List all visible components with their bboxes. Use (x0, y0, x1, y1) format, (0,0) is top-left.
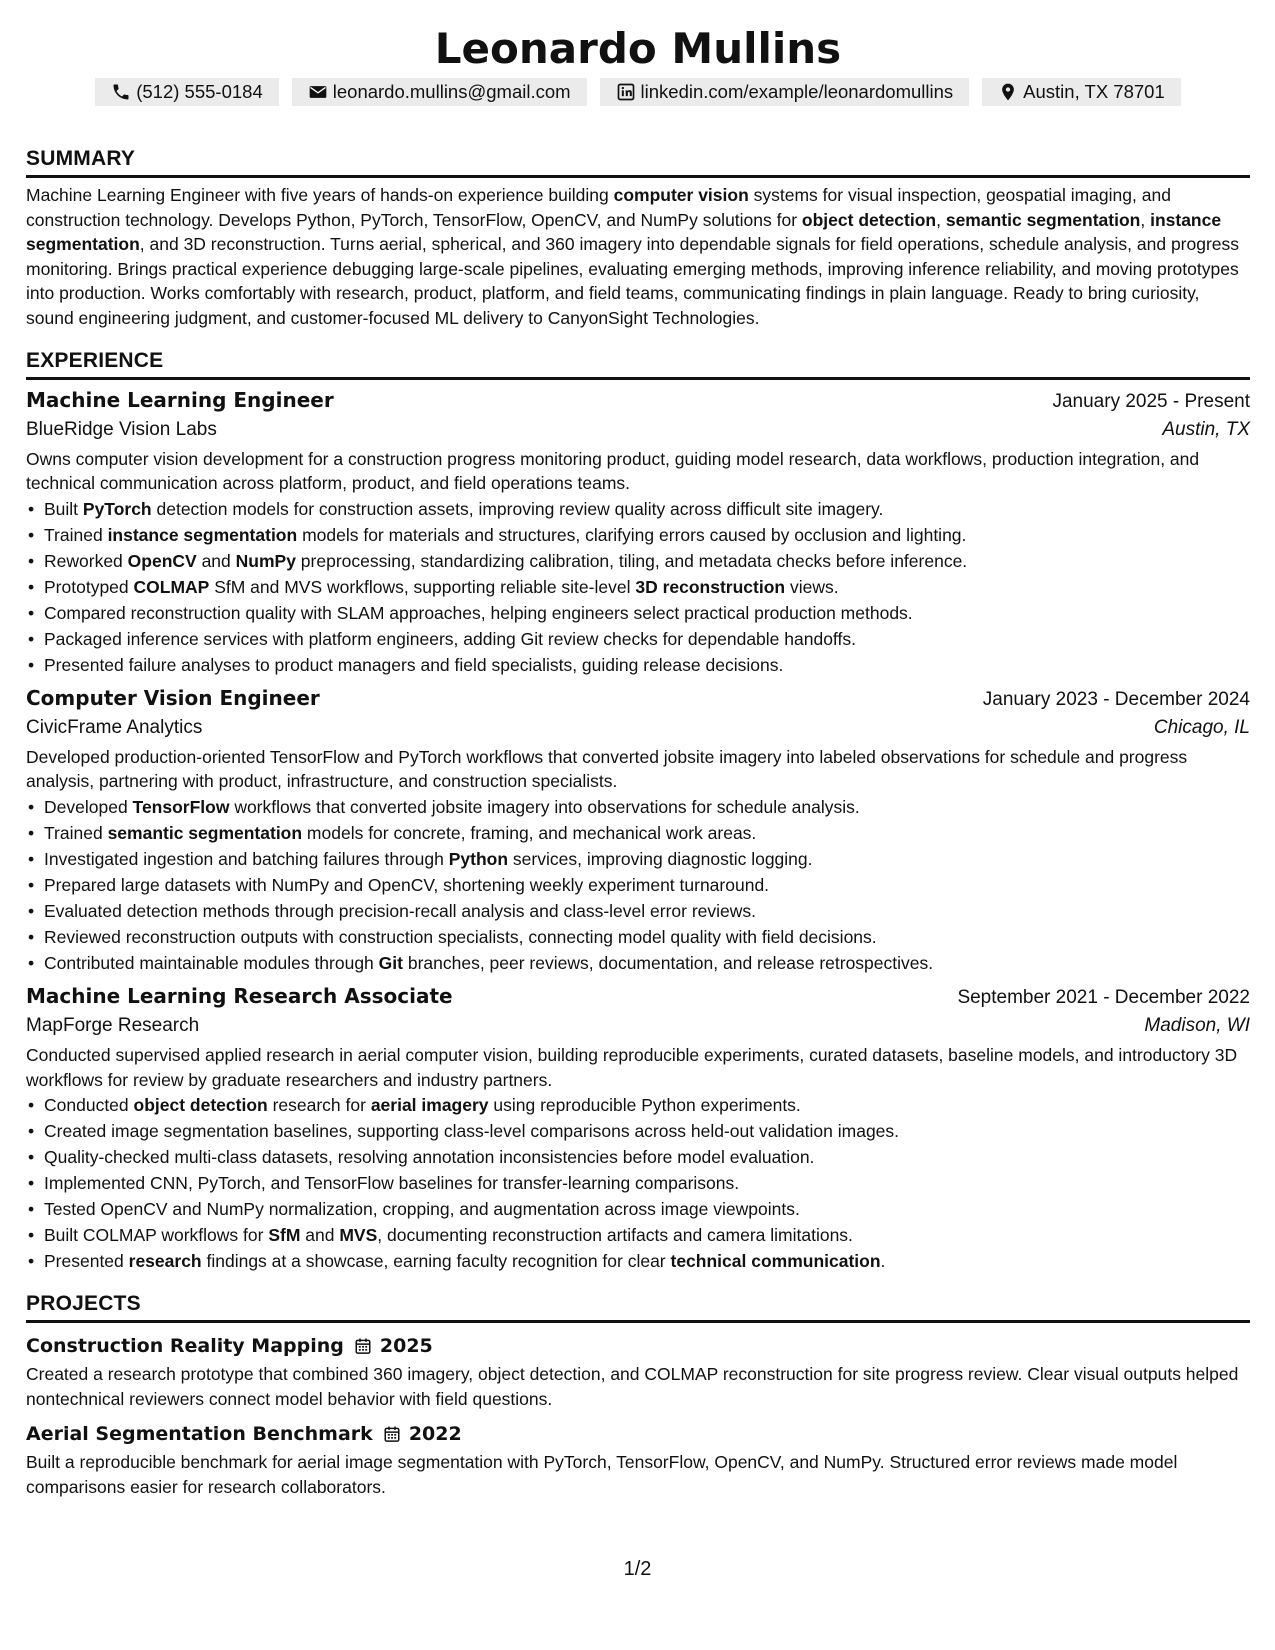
calendar-icon (383, 1425, 401, 1443)
map-pin-icon (998, 82, 1018, 102)
job-description: Conducted supervised applied research in aerial computer vision, building reproducible experiments, curated datasets, baseline models, and introductory 3D workflows for review by graduate researchers and industry partners. (26, 1044, 1238, 1090)
job-description: Developed production-oriented TensorFlow and PyTorch workflows that converted jobsite imagery into labeled observations for schedule and progress analysis, partnering with product, infrastructure, and construction specialists. (26, 746, 1188, 792)
job-dates: January 2023 - December 2024 (982, 688, 1250, 710)
project-entry (26, 1332, 1250, 1411)
project-title: Construction Reality Mapping (26, 1335, 344, 1358)
job-description: Owns computer vision development for a construction progress monitoring product, guiding model research, data workflows, production integration, and technical communication across platform, product, and field operations teams. (26, 448, 1200, 494)
project-header (26, 1332, 1250, 1360)
job-bullet: • Developed TensorFlow workflows that converted jobsite imagery into observations for schedule analysis. (26, 794, 1250, 820)
contact-bar (26, 78, 1250, 106)
job-company: MapForge Research (26, 1014, 200, 1036)
summary-heading: SUMMARY (26, 146, 1250, 178)
job-entry (26, 385, 1250, 678)
candidate-name: Leonardo Mullins (434, 24, 842, 73)
contact-email[interactable] (292, 78, 587, 106)
job-bullet: • Created image segmentation baselines, supporting class-level comparisons across held-out validation images. (26, 1118, 1250, 1144)
job-bullet: • Contributed maintainable modules through Git branches, peer reviews, documentation, and release retrospectives. (26, 950, 1250, 976)
job-location: Chicago, IL (1153, 716, 1250, 738)
experience-heading: EXPERIENCE (26, 348, 1250, 380)
project-year (383, 1423, 462, 1445)
job-bullet: • Trained semantic segmentation models for concrete, framing, and mechanical work areas. (26, 820, 1250, 846)
job-bullet: • Implemented CNN, PyTorch, and TensorFlow baselines for transfer-learning comparisons. (26, 1170, 1250, 1196)
job-location: Madison, WI (1144, 1014, 1250, 1036)
job-header (26, 981, 1250, 1011)
job-bullet: • Tested OpenCV and NumPy normalization, cropping, and augmentation across image viewpoints. (26, 1196, 1250, 1222)
job-company: CivicFrame Analytics (26, 716, 203, 738)
linkedin-text: linkedin.com/example/leonardomullins (640, 81, 954, 102)
job-subheader (26, 713, 1250, 743)
project-entry (26, 1420, 1250, 1499)
job-title: Machine Learning Engineer (26, 387, 334, 412)
project-header (26, 1420, 1250, 1448)
job-company: BlueRidge Vision Labs (26, 418, 217, 440)
job-bullets (26, 496, 1250, 678)
email-text: leonardo.mullins@gmail.com (332, 81, 571, 102)
job-header (26, 683, 1250, 713)
contact-phone[interactable] (95, 78, 279, 106)
job-bullet: • Reworked OpenCV and NumPy preprocessing, standardizing calibration, tiling, and metadata checks before inference. (26, 548, 1250, 574)
project-description: Created a research prototype that combined 360 imagery, object detection, and COLMAP reconstruction for site progress review. Clear visual outputs helped nontechnical reviewers connect model behavior with field questions. (26, 1364, 1239, 1409)
job-bullet: • Quality-checked multi-class datasets, resolving annotation inconsistencies before model evaluation. (26, 1144, 1250, 1170)
experience-list (26, 385, 1250, 1275)
job-bullet: • Presented research findings at a showcase, earning faculty recognition for clear technical communication. (26, 1248, 1250, 1274)
project-year-text: 2022 (408, 1423, 462, 1446)
job-dates: September 2021 - December 2022 (957, 986, 1250, 1008)
job-entry (26, 981, 1250, 1274)
job-subheader (26, 415, 1250, 445)
job-bullet: • Built COLMAP workflows for SfM and MVS, documenting reconstruction artifacts and camera limitations. (26, 1222, 1250, 1248)
job-bullet: • Conducted object detection research for aerial imagery using reproducible Python experiments. (26, 1092, 1250, 1118)
job-title: Machine Learning Research Associate (26, 983, 453, 1008)
job-bullet: • Reviewed reconstruction outputs with construction specialists, connecting model quality with field decisions. (26, 924, 1250, 950)
project-year-text: 2025 (379, 1335, 433, 1358)
job-title: Computer Vision Engineer (26, 685, 320, 710)
contact-location (982, 78, 1181, 106)
calendar-icon (354, 1337, 372, 1355)
job-bullet: • Packaged inference services with platform engineers, adding Git review checks for dependable handoffs. (26, 626, 1250, 652)
phone-icon (111, 82, 131, 102)
job-subheader (26, 1011, 1250, 1041)
job-bullets (26, 1092, 1250, 1274)
job-bullet: • Investigated ingestion and batching failures through Python services, improving diagnostic logging. (26, 846, 1250, 872)
envelope-icon (308, 82, 328, 102)
projects-list (26, 1332, 1250, 1499)
project-year (354, 1335, 433, 1357)
contact-linkedin[interactable] (600, 78, 970, 106)
location-text: Austin, TX 78701 (1023, 81, 1165, 102)
job-bullet: • Prepared large datasets with NumPy and OpenCV, shortening weekly experiment turnaround. (26, 872, 1250, 898)
job-bullet: • Built PyTorch detection models for construction assets, improving review quality across difficult site imagery. (26, 496, 1250, 522)
summary-text: Machine Learning Engineer with five years of hands-on experience building computer vision systems for visual inspection, geospatial imaging, and construction technology. Develops Python, PyTorch, TensorFlow, OpenCV, and NumPy solutions for object detection, semantic segmentation, instance segmentation, and 3D reconstruction. Turns aerial, spherical, and 360 imagery into dependable signals for field operations, schedule analysis, and progress monitoring. Brings practical experience debugging large-scale pipelines, evaluating emerging methods, improving inference reliability, and moving prototypes into production. Works comfortably with research, product, platform, and field teams, communicating findings in plain language. Ready to bring curiosity, sound engineering judgment, and customer-focused ML delivery to CanyonSight Technologies. (26, 185, 1240, 328)
job-bullet: • Presented failure analyses to product managers and field specialists, guiding release decisions. (26, 652, 1250, 678)
job-bullet: • Prototyped COLMAP SfM and MVS workflows, supporting reliable site-level 3D reconstruction views. (26, 574, 1250, 600)
job-bullet: • Trained instance segmentation models for materials and structures, clarifying errors caused by occlusion and lighting. (26, 522, 1250, 548)
linkedin-icon (616, 82, 636, 102)
phone-text: (512) 555-0184 (136, 81, 263, 102)
job-dates: January 2025 - Present (1052, 390, 1250, 412)
projects-heading: PROJECTS (26, 1291, 1250, 1323)
job-bullet: • Compared reconstruction quality with SLAM approaches, helping engineers select practical production methods. (26, 600, 1250, 626)
job-header (26, 385, 1250, 415)
project-description: Built a reproducible benchmark for aerial image segmentation with PyTorch, TensorFlow, OpenCV, and NumPy. Structured error reviews made model comparisons easier for research collaborators. (26, 1452, 1178, 1497)
project-title: Aerial Segmentation Benchmark (26, 1423, 373, 1446)
job-location: Austin, TX (1162, 418, 1250, 440)
job-bullet: • Evaluated detection methods through precision-recall analysis and class-level error reviews. (26, 898, 1250, 924)
page-number: 1/2 (623, 1558, 652, 1580)
job-bullets (26, 794, 1250, 976)
job-entry (26, 683, 1250, 976)
resume-page (26, 0, 1250, 1500)
